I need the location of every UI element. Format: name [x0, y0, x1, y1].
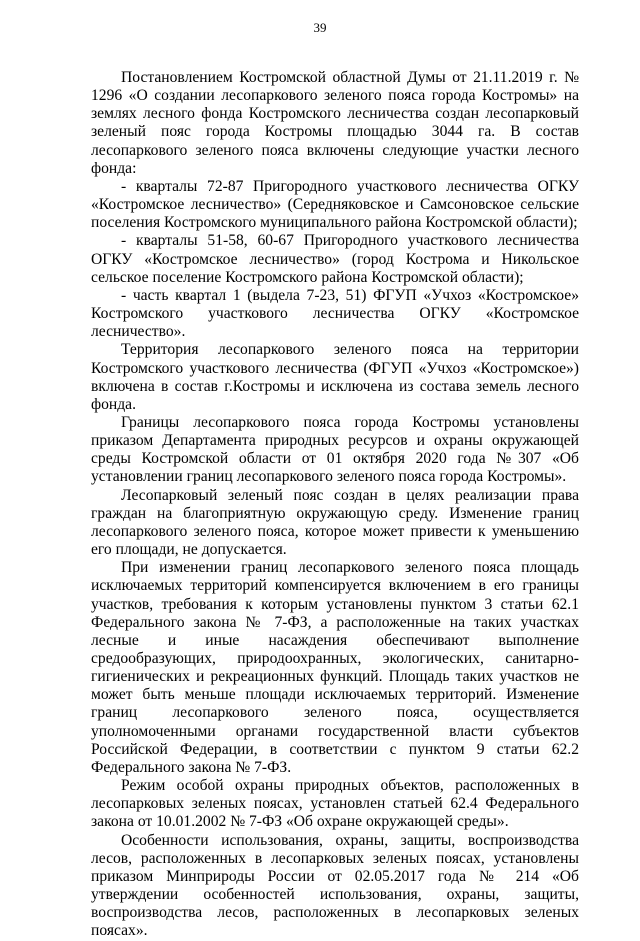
paragraph-quarter-1: - часть квартал 1 (выдела 7-23, 51) ФГУП «Учхоз «Костромское» Костромского участкового лесничества ОГКУ «Костромское лесничество». [91, 286, 579, 341]
paragraph-boundaries-order: Границы лесопаркового пояса города Костромы установлены приказом Департамента природных ресурсов и охраны окружающей среды Костромской области от 01 октября 2020 года №307 «Об установлении границ лесопаркового зеленого пояса города Костромы». [91, 413, 579, 486]
paragraph-usage-features: Особенности использования, охраны, защиты, воспроизводства лесов, расположенных в лесопарковых зеленых поясах, установлены приказом Минприроды России от 02.05.2017 года № 214 «Об утверждении особенностей использования, охраны, защиты, воспроизводства лесов, расположенных в лесопарковых зеленых поясах». [91, 831, 579, 940]
paragraph-protection-regime: Режим особой охраны природных объектов, расположенных в лесопарковых зеленых поясах, установлен статьей 62.4 Федерального закона от 10.01.2002 № 7-ФЗ «Об охране окружающей среды». [91, 777, 579, 831]
paragraph-territory-inclusion: Территория лесопаркового зеленого пояса на территории Костромского участкового лесничества (ФГУП «Учхоз «Костромское») включена в состав г.Костромы и исключена из состава земель лесного фонда. [91, 341, 579, 413]
paragraph-quarters-72-87: - кварталы 72-87 Пригородного участкового лесничества ОГКУ «Костромское лесничество» (Середняковское и Самсоновское сельские поселения Костромского муниципального района Костромской области); [91, 177, 579, 232]
page-number: 39 [313, 20, 327, 35]
paragraph-decree-intro: Постановлением Костромской областной Думы от 21.11.2019 г. № 1296 «О создании лесопаркового зеленого пояса города Костромы» на землях лесного фонда Костромского лесничества создан лесопарковый зеленый пояс города Костромы площадью 3044 га. В состав лесопаркового зеленого пояса включены следующие участки лесного фонда: [91, 69, 579, 177]
document-body [91, 69, 579, 941]
paragraph-quarters-51-67: - кварталы 51-58, 60-67 Пригородного участкового лесничества ОГКУ «Костромское лесничество» (город Кострома и Никольское сельское поселение Костромского района Костромской области); [91, 232, 579, 286]
paragraph-boundary-changes: При изменении границ лесопаркового зеленого пояса площадь исключаемых территорий компенсируется включением в его границы участков, требования к которым установлены пунктом 3 статьи 62.1 Федерального закона № 7-ФЗ, а расположенные на таких участках лесные и иные насаждения обеспечивают выполнение средообразующих, природоохранных, экологических, санитарно-гигиенических и рекреационных функций. Площадь таких участков не может быть меньше площади исключаемых территорий. Изменение границ лесопаркового зеленого пояса, осуществляется уполномоченными органами государственной власти субъектов Российской Федерации, в соответствии с пунктом 9 статьи 62.2 Федерального закона № 7-ФЗ. [91, 559, 579, 776]
paragraph-purpose: Лесопарковый зеленый пояс создан в целях реализации права граждан на благоприятную окружающую среду. Изменение границ лесопаркового зеленого пояса, которое может привести к уменьшению его площади, не допускается. [91, 486, 579, 559]
